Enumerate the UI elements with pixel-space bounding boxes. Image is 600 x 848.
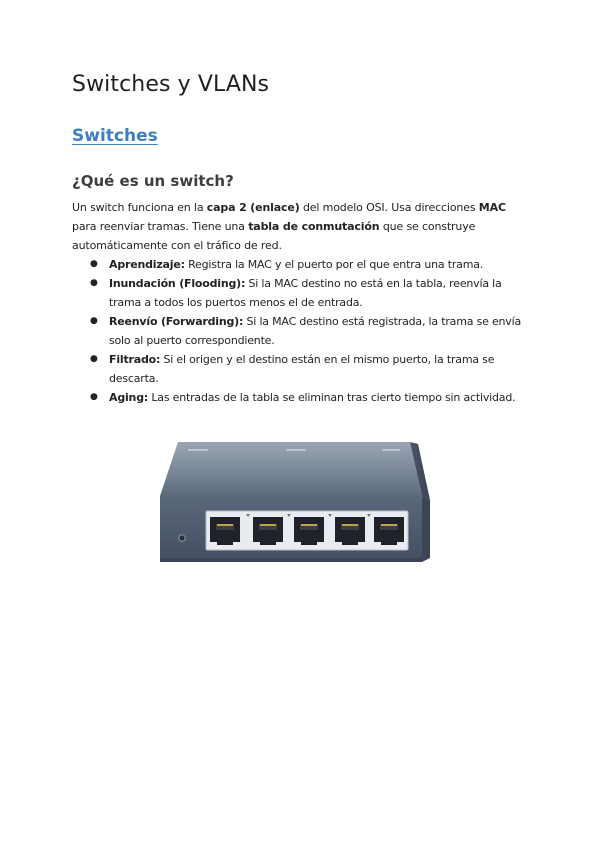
bullet-term: Aging: — [109, 391, 149, 404]
ethernet-port — [253, 517, 283, 545]
list-item-flooding — [72, 274, 532, 312]
intro-bold-mac: MAC — [478, 201, 506, 214]
bullet-term: Filtrado: — [109, 353, 161, 366]
network-switch-illustration — [160, 440, 440, 565]
what-is-switch-heading: ¿Qué es un switch? — [72, 172, 234, 190]
ethernet-port — [335, 517, 365, 545]
intro-text: para reenviar tramas. Tiene una — [72, 220, 249, 233]
intro-text: Un switch funciona en la — [72, 201, 207, 214]
ethernet-port — [294, 517, 324, 545]
bullet-text: Si la MAC destino está registrada, la trama se envía solo al puerto correspondiente. — [109, 315, 522, 347]
document-title: Switches y VLANs — [72, 72, 270, 97]
bullet-text: Registra la MAC y el puerto por el que entra una trama. — [184, 258, 484, 271]
switch-functions-list — [72, 255, 532, 407]
intro-text: que se construye automáticamente con el tráfico de red. — [72, 220, 476, 252]
switch-side-face — [422, 496, 430, 562]
network-switch-image — [160, 440, 440, 565]
intro-bold-table: tabla de conmutación — [248, 220, 380, 233]
bullet-text: Las entradas de la tabla se eliminan tras cierto tiempo sin actividad. — [148, 391, 516, 404]
ethernet-port — [374, 517, 404, 545]
bullet-term: Reenvío (Forwarding): — [109, 315, 244, 328]
intro-paragraph — [72, 198, 532, 255]
list-item-filtering — [72, 350, 532, 388]
list-item-forwarding — [72, 312, 532, 350]
bullet-dot: ● — [90, 392, 98, 402]
bullet-term: Aprendizaje: — [109, 258, 185, 271]
bullet-dot: ● — [90, 316, 98, 326]
status-led — [179, 535, 185, 541]
ethernet-port — [210, 517, 240, 545]
intro-text: del modelo OSI. Usa direcciones — [299, 201, 479, 214]
bullet-dot: ● — [90, 354, 98, 364]
switch-base — [160, 558, 422, 562]
bullet-text: Si la MAC destino no está en la tabla, reenvía la trama a todos los puertos menos el de entrada. — [109, 277, 502, 309]
bullet-term: Inundación (Flooding): — [109, 277, 246, 290]
switches-section-link[interactable]: Switches — [72, 126, 158, 146]
list-item-aging — [72, 388, 532, 407]
intro-bold-layer: capa 2 (enlace) — [206, 201, 300, 214]
bullet-dot: ● — [90, 278, 98, 288]
list-item-learning — [72, 255, 532, 274]
bullet-text: Si el origen y el destino están en el mismo puerto, la trama se descarta. — [109, 353, 495, 385]
bullet-dot: ● — [90, 259, 98, 269]
